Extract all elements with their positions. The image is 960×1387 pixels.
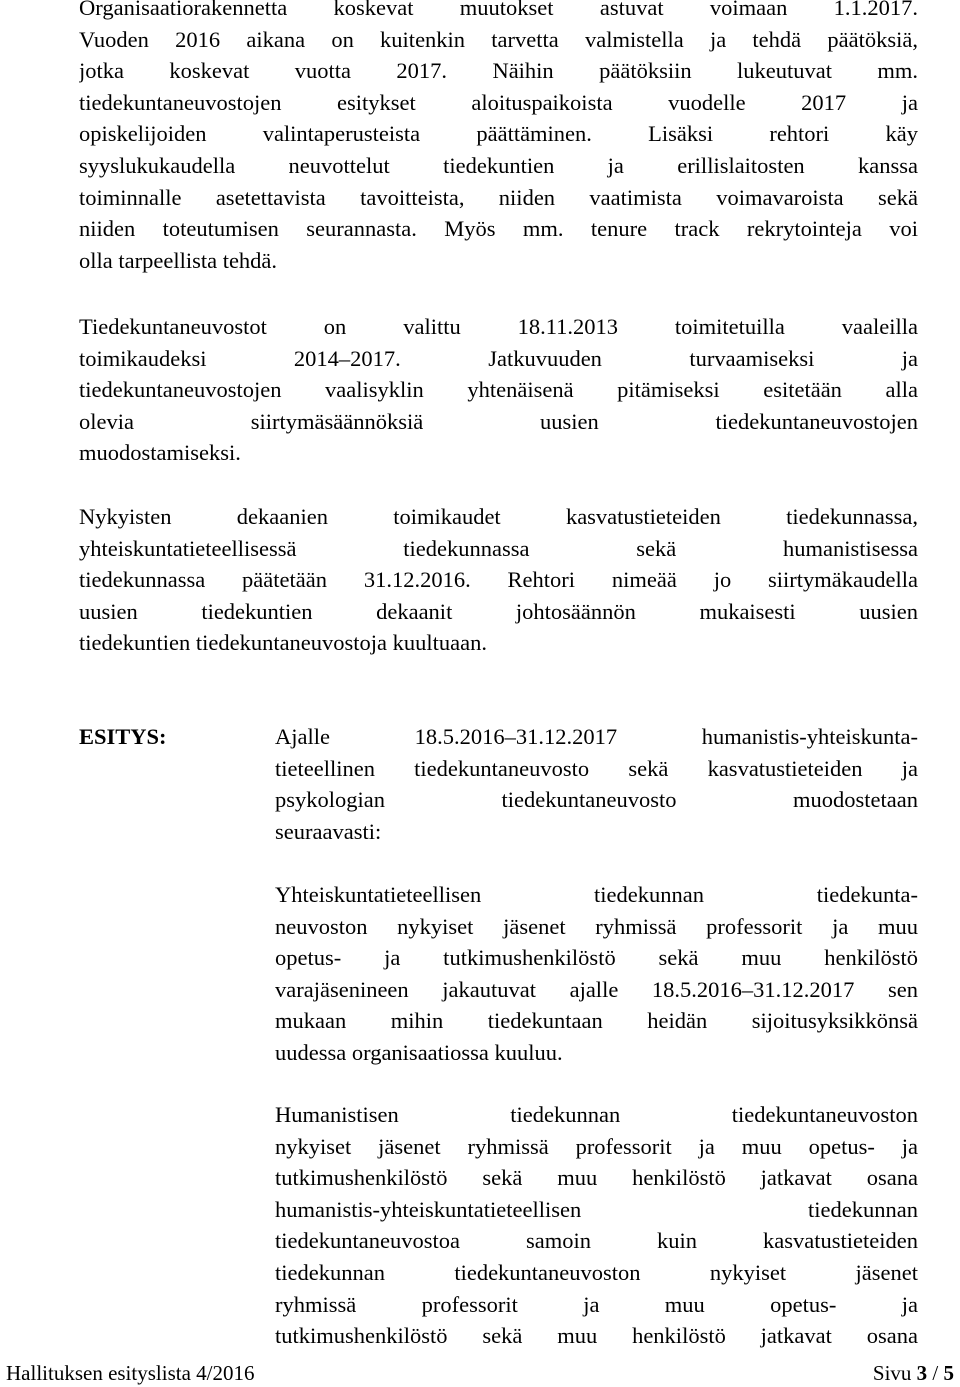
esitys-block-social-sciences: [275, 879, 918, 1069]
text-line: nykyiset jäsenet ryhmissä professorit ja muu opetus- ja: [275, 1133, 918, 1159]
text-line: toiminnalle asetettavista tavoitteista, niiden vaatimista voimavaroista sekä: [79, 184, 918, 210]
text-line: opiskelijoiden valintaperusteista päättäminen. Lisäksi rehtori käy: [79, 121, 918, 147]
text-line: psykologian tiedekuntaneuvosto muodostetaan: [275, 787, 918, 813]
paragraph-faculty-councils: [79, 311, 918, 469]
text-line: tiedekuntien tiedekuntaneuvostoja kuultuaan.: [79, 630, 488, 656]
footer-page-number: [873, 1360, 954, 1387]
text-line: varajäsenineen jakautuvat ajalle 18.5.2016–31.12.2017 sen: [275, 976, 918, 1002]
text-line: tiedekuntaneuvostojen vaalisyklin yhtenäisenä pitämiseksi esitetään alla: [79, 377, 918, 403]
text-line: Nykyisten dekaanien toimikaudet kasvatustieteiden tiedekunnassa,: [79, 504, 918, 529]
text-line: Humanistisen tiedekunnan tiedekuntaneuvoston: [275, 1102, 918, 1127]
text-line: tiedekunnan tiedekuntaneuvoston nykyiset jäsenet: [275, 1259, 918, 1285]
text-line: syyslukukaudella neuvottelut tiedekuntien ja erillislaitosten kanssa: [79, 152, 918, 178]
page-current: 3: [916, 1361, 928, 1385]
text-line: Ajalle 18.5.2016–31.12.2017 humanistis-yhteiskunta-: [275, 724, 918, 749]
text-line: niiden toteutumisen seurannasta. Myös mm. tenure track rekrytointeja voi: [79, 216, 918, 242]
text-line: jotka koskevat vuotta 2017. Näihin päätöksiin lukeutuvat mm.: [79, 58, 918, 84]
page-footer: [0, 1360, 960, 1387]
text-line: seuraavasti:: [275, 818, 382, 844]
text-line: tutkimushenkilöstö sekä muu henkilöstö jatkavat osana: [275, 1165, 918, 1191]
text-line: neuvoston nykyiset jäsenet ryhmissä professorit ja muu: [275, 913, 918, 939]
page-separator: /: [927, 1361, 944, 1385]
text-line: opetus- ja tutkimushenkilöstö sekä muu henkilöstö: [275, 945, 918, 971]
text-line: toimikaudeksi 2014–2017. Jatkuvuuden turvaamiseksi ja: [79, 345, 918, 371]
text-line: tutkimushenkilöstö sekä muu henkilöstö jatkavat osana: [275, 1323, 918, 1349]
esitys-block-intro: [275, 721, 918, 847]
text-line: tiedekuntaneuvostoa samoin kuin kasvatustieteiden: [275, 1228, 918, 1254]
text-line: Vuoden 2016 aikana on kuitenkin tarvetta valmistella ja tehdä päätöksiä,: [79, 26, 918, 52]
text-line: tiedekuntaneuvostojen esitykset aloituspaikoista vuodelle 2017 ja: [79, 89, 918, 115]
text-line: yhteiskuntatieteellisessä tiedekunnassa sekä humanistisessa: [79, 535, 918, 561]
text-line: ryhmissä professorit ja muu opetus- ja: [275, 1291, 918, 1317]
text-line: mukaan mihin tiedekuntaan heidän sijoitusyksikkönsä: [275, 1008, 918, 1034]
text-line: humanistis-yhteiskuntatieteellisen tiedekunnan: [275, 1196, 918, 1222]
esitys-block-humanities: [275, 1099, 918, 1352]
esitys-label: ESITYS:: [79, 724, 167, 749]
text-line: Organisaatiorakennetta koskevat muutokset astuvat voimaan 1.1.2017.: [79, 0, 918, 20]
page-label: Sivu: [872, 1361, 917, 1385]
text-line: olla tarpeellista tehdä.: [79, 247, 278, 273]
page-total: 5: [943, 1361, 954, 1385]
text-line: muodostamiseksi.: [79, 440, 241, 466]
text-line: tieteellinen tiedekuntaneuvosto sekä kasvatustieteiden ja: [275, 755, 918, 781]
footer-document-title: Hallituksen esityslista 4/2016: [6, 1361, 255, 1385]
text-line: uudessa organisaatiossa kuuluu.: [275, 1039, 563, 1065]
text-line: tiedekunnassa päätetään 31.12.2016. Rehtori nimeää jo siirtymäkaudella: [79, 567, 918, 593]
paragraph-org-changes: [79, 0, 918, 276]
text-line: Yhteiskuntatieteellisen tiedekunnan tiedekunta-: [275, 882, 918, 907]
text-line: olevia siirtymäsäännöksiä uusien tiedekuntaneuvostojen: [79, 408, 918, 434]
paragraph-deans: [79, 501, 918, 659]
text-line: uusien tiedekuntien dekaanit johtosäännön mukaisesti uusien: [79, 598, 918, 624]
text-line: Tiedekuntaneuvostot on valittu 18.11.2013 toimitetuilla vaaleilla: [79, 314, 918, 339]
